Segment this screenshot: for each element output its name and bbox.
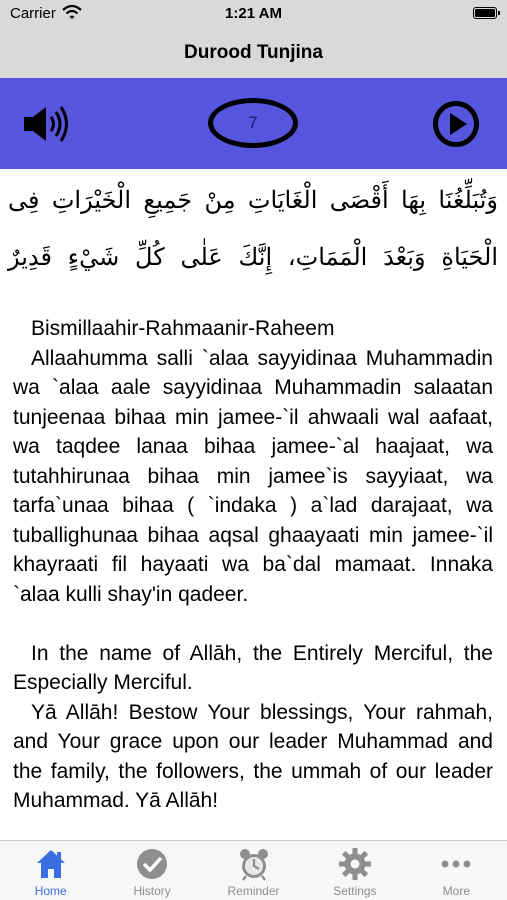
battery-icon bbox=[473, 7, 497, 19]
tab-label-settings: Settings bbox=[333, 884, 377, 898]
navigation-bar bbox=[0, 30, 507, 78]
tab-label-reminder: Reminder bbox=[227, 884, 280, 898]
tab-reminder[interactable] bbox=[203, 841, 304, 900]
translation-intro: In the name of Allāh, the Entirely Merciful, the Especially Merciful. bbox=[13, 641, 493, 694]
control-bar bbox=[0, 78, 507, 169]
translation-text: Yā Allāh! Bestow Your blessings, Your rahmah, and Your grace upon our leader Muhammad and the family, the followers, the ummah of our leader Muhammad. Yā Allāh! bbox=[13, 700, 493, 812]
arabic-text: وَتُبَلِّغُنَا بِهَا أَقْصَى الْغَايَاتِ مِنْ جَمِيعِ الْخَيْرَاتِ فِى الْحَيَاةِ وَبَعْدَ الْمَمَاتِ، إِنَّكَ عَلٰى كُلِّ شَيْءٍ قَدِيرٌ bbox=[8, 186, 498, 271]
bismillah-line: Bismillaahir-Rahmaanir-Raheem bbox=[31, 317, 335, 340]
checkmark-icon bbox=[135, 847, 169, 881]
tab-label-history: History bbox=[133, 884, 171, 898]
gear-icon bbox=[338, 847, 372, 881]
status-bar bbox=[0, 0, 507, 30]
tab-bar bbox=[0, 840, 507, 900]
spacer bbox=[13, 609, 493, 639]
more-dots-icon bbox=[439, 847, 473, 881]
page-title: Durood Tunjina bbox=[184, 42, 323, 63]
tab-home[interactable] bbox=[0, 841, 101, 900]
tab-history[interactable] bbox=[101, 841, 202, 900]
transliteration-text: Allaahumma salli `alaa sayyidinaa Muhammadin wa `alaa aale sayyidinaa Muhammadin salaatan tunjeenaa bihaa min jamee-`il ahwaali wal aafaat, wa taqdee lanaa bihaa jamee-`al haajaat, wa tutahhirunaa bihaa min jamee`is sayyiaat, wa tarfa`unaa bihaa ( `indaka ) a`lad darajaat, wa tuballighunaa bihaa aqsal ghaayaati min jamee-`il khayraati fil hayaati wa ba`dal mamaat. Innaka `alaa kulli shay'in qadeer. bbox=[13, 346, 493, 606]
alarm-clock-icon bbox=[237, 847, 271, 881]
tab-label-home: Home bbox=[34, 884, 67, 898]
home-icon bbox=[34, 847, 68, 881]
count-button[interactable]: 7 bbox=[208, 98, 298, 148]
content-text bbox=[13, 314, 493, 816]
speaker-icon[interactable] bbox=[22, 103, 72, 145]
carrier-label: Carrier bbox=[10, 5, 56, 22]
tab-more[interactable] bbox=[406, 841, 507, 900]
tab-label-more: More bbox=[442, 884, 470, 898]
status-time: 1:21 AM bbox=[225, 5, 282, 22]
play-icon[interactable] bbox=[432, 100, 480, 148]
tab-settings[interactable] bbox=[304, 841, 405, 900]
